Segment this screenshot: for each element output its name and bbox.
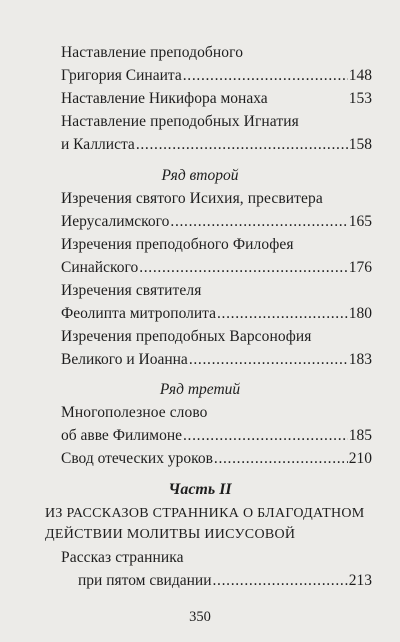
toc-entry-title: Наставление Никифора монаха xyxy=(61,90,268,107)
toc-entry-title: Великого и Иоанна xyxy=(61,351,188,368)
toc-entry-leader xyxy=(61,450,372,468)
toc-entry-title: Феолипта митрополита xyxy=(61,305,216,322)
toc-entry-line: Многополезное слово xyxy=(61,404,208,421)
dot-leader xyxy=(189,351,348,369)
section-title: Ряд третий xyxy=(159,381,241,398)
toc-page-number: 153 xyxy=(348,90,372,107)
dot-leader xyxy=(213,572,348,590)
toc-entry-title: и Каллиста xyxy=(61,136,135,153)
toc-entry-leader xyxy=(78,572,372,590)
toc-page-number: 185 xyxy=(348,427,372,444)
toc-page-number: 176 xyxy=(348,259,372,276)
toc-entry-line: Рассказ странника xyxy=(61,549,184,566)
toc-entry-leader xyxy=(61,305,372,323)
dot-leader xyxy=(183,427,348,445)
toc-entry-leader xyxy=(61,90,372,108)
part-title: Часть II xyxy=(168,481,232,498)
toc-page-number: 183 xyxy=(348,351,372,368)
page-number: 350 xyxy=(189,609,211,625)
toc-entry-line: Изречения святителя xyxy=(61,282,202,299)
toc-entry-leader xyxy=(61,213,372,231)
toc-entry-title: об авве Филимоне xyxy=(61,427,182,444)
toc-entry-leader xyxy=(61,351,372,369)
toc-entry-leader xyxy=(61,67,372,85)
dot-leader xyxy=(217,305,348,323)
section-title: Ряд второй xyxy=(161,167,239,184)
toc-entry-title: Синайского xyxy=(61,259,139,276)
toc-entry-line: Изречения преподобных Варсонофия xyxy=(61,328,312,345)
toc-page-number: 180 xyxy=(348,305,372,322)
dot-leader xyxy=(170,213,347,231)
toc-page-number: 210 xyxy=(348,450,372,467)
toc-entry-leader xyxy=(61,259,372,277)
toc-entry-line: Изречения святого Исихия, пресвитера xyxy=(61,190,323,207)
toc-page-number: 148 xyxy=(348,67,372,84)
part-heading-line: ДЕЙСТВИИ МОЛИТВЫ ИИСУСОВОЙ xyxy=(45,527,296,542)
dot-leader xyxy=(183,67,348,85)
dot-leader xyxy=(214,450,348,468)
toc-entry-line: Наставление преподобного xyxy=(61,44,244,61)
toc-entry-leader xyxy=(61,136,372,154)
toc-page-number: 158 xyxy=(348,136,372,153)
toc-page-number: 165 xyxy=(348,213,372,230)
toc-entry-leader xyxy=(61,427,372,445)
toc-entry-line: Наставление преподобных Игнатия xyxy=(61,113,299,130)
toc-entry-title: Григория Синаита xyxy=(61,67,182,84)
toc-entry-title: при пятом свидании xyxy=(78,572,212,589)
toc-entry-line: Изречения преподобного Филофея xyxy=(61,236,294,253)
toc-entry-title: Свод отеческих уроков xyxy=(61,450,213,467)
dot-leader xyxy=(139,259,348,277)
dot-leader xyxy=(136,136,348,154)
part-heading-line: ИЗ РАССКАЗОВ СТРАННИКА О БЛАГОДАТНОМ xyxy=(45,506,365,521)
toc-entry-title: Иерусалимского xyxy=(61,213,170,230)
toc-page-number: 213 xyxy=(348,572,372,589)
